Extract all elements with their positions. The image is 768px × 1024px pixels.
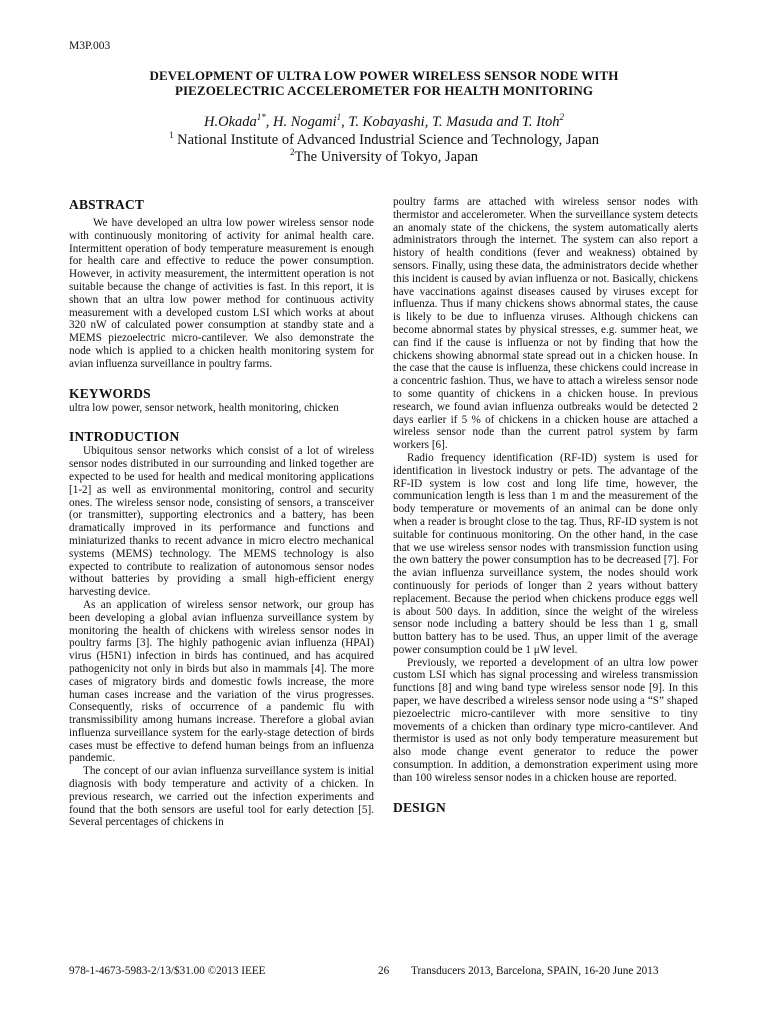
intro-paragraph-3: The concept of our avian influenza surveillance system is initial diagnosis with body temperature and activity of a chicken. In previous research, we carried out the infection experiments and found that the both sensors are useful tool for early detection [5]. Several percentages of chickens in [69, 765, 374, 829]
author-names [70, 114, 698, 132]
author-3-affiliation-mark: 2 [559, 112, 564, 123]
intro-paragraph-1: Ubiquitous sensor networks which consist of a lot of wireless sensor nodes distributed in our surrounding and linked together are expected to be used for health and medical monitoring applications [1-2] as well as environmental monitoring, control and security ones. The wireless sensor node, consisting of sensors, a transceiver (or transmitter), supporting electronics and a battery, has been dramatically improved in its performance and functions and miniaturized thanks to recent advance in micro electro mechanical systems (MEMS) technology. The MEMS technology is also expected to contribute to realization of autonomous sensor nodes without batteries by providing a small high-efficient energy harvesting device. [69, 445, 374, 599]
affiliation-1-text: National Institute of Advanced Industrial Science and Technology, Japan [173, 131, 599, 148]
author-1-affiliation-mark: 1* [256, 112, 266, 123]
abstract-text: We have developed an ultra low power wireless sensor node with continuously monitoring of activity for animal health care. Intermittent operation of body temperature measurement is enough for health care and effective to reduce the power consumption. However, in activity measurement, the intermittent operation is not suitable because the change of activities is fast. In this report, it is shown that an ultra low power method for continuous activity measurement with a developed custom LSI which works at about 320 nW of calculated power consumption at standby state and a MEMS piezoelectric micro-cantilever. We also demonstrate the node which is applied to a chicken health monitoring system for avian influenza surveillance in poultry farms. [69, 217, 374, 370]
footer-conference: Transducers 2013, Barcelona, SPAIN, 16-20 June 2013 [411, 965, 659, 977]
keywords-text: ultra low power, sensor network, health monitoring, chicken [69, 401, 339, 414]
intro-paragraph-2: As an application of wireless sensor network, our group has been developing a global avian influenza surveillance system by monitoring the health of chickens with wireless sensor nodes in poultry farms [3]. The highly pathogenic avian influenza (HPAI) virus (H5N1) infection in birds has continued, and has acquired pathogenicity not only in birds but also in mammals [4]. The more cases of migratory birds and domestic fowls increase, the more human cases increase and the variation of the virus progresses. Consequently, risks of occurrence of a pandemic flu with transmissibility among humans increase. Therefore a global avian influenza surveillance system for the early-stage detection of birds cases must be effective to defend human beings from an influenza pandemic. [69, 598, 374, 765]
affiliation-2-mark: 2 [289, 147, 295, 158]
author-3: , T. Kobayashi, T. Masuda and T. Itoh [341, 114, 560, 130]
author-1: H.Okada [204, 114, 257, 130]
footer-page-number: 26 [378, 965, 390, 977]
title-line-2: PIEZOELECTRIC ACCELEROMETER FOR HEALTH MONITORING [174, 83, 594, 98]
left-column [69, 197, 374, 829]
author-2: , H. Nogami [265, 114, 337, 130]
title-line-1: DEVELOPMENT OF ULTRA LOW POWER WIRELESS SENSOR NODE WITH [149, 68, 619, 83]
design-heading: DESIGN [393, 799, 446, 815]
author-2-affiliation-mark: 1 [336, 112, 342, 123]
paper-id: M3P.003 [69, 40, 111, 52]
affiliation-1-mark: 1 [169, 129, 174, 140]
introduction-heading: INTRODUCTION [69, 429, 180, 445]
affiliation-2 [70, 149, 698, 167]
intro-paragraph-5: Previously, we reported a development of an ultra low power custom LSI which has signal processing and wireless transmission functions [8] and wing band type wireless sensor node [9]. In this paper, we have described a wireless sensor node using a “S” shaped piezoelectric micro-cantilever with more sensitive to tiny movements of a chicken than ordinary type micro-cantilever. And thermistor is used as not only body temperature measurement but also mode change event generator to reduce the power consumption. In addition, a demonstration experiment using more than 100 wireless sensor nodes in a chicken house are reported. [393, 656, 698, 784]
keywords-heading: KEYWORDS [69, 385, 151, 401]
intro-paragraph-4: Radio frequency identification (RF-ID) system is used for identification in livestock industry or pets. The advantage of the RF-ID system is low cost and long life time, however, the communication length is less than 1 m and the measurement of the body temperature or movements of an animal can be done only when a reader is brought close to the tag. Thus, RF-ID system is not suitable for continuous monitoring. On the other hand, in the case that we use wireless sensor nodes with transmission function using the own battery the power consumption has to be decreased [7]. For the avian influenza surveillance system, the nodes should work continuously for periods of longer than 2 years without battery replacement. Because the period when chickens produce eggs well is about 500 days. In addition, since the weight of the wireless sensor node including a battery should be less than 1 g, small button battery has to be used. Thus, an upper limit of the average power consumption could be 1 μW level. [393, 451, 698, 656]
intro-paragraph-3-continued: poultry farms are attached with wireless sensor nodes with thermistor and accelerometer. When the surveillance system detects an anomaly state of the chickens, the system automatically alerts administrators through the internet. The system can also report a history of health conditions (fever and weakness) obtained by sensors. Finally, using these data, the administrators decide whether this incident is caused by avian influenza or not. Basically, chickens have vaccinations against diseases caused by viruses except for influenza. Thus if many chickens shows abnormal states, the cause is likely to be due to influenza viruses. Although chickens can become abnormal states by physical stresses, e.g. summer heat, we can find if the cause is influenza or not by finding that how the chickens showing abnormal state spread out in a chicken house. In the case that the cause is influenza, these chickens could increase in a concentric fashion. Thus, we have to attach a wireless sensor node to some quantity of chickens in a chicken house. In previous research, we found avian influenza outbreaks would be detected 2 days earlier if 5 % of chickens in a chicken house are attached a wireless sensor node than the current patrol system by farm workers [6]. [393, 196, 698, 452]
paper-title [70, 68, 698, 98]
footer-copyright: 978-1-4673-5983-2/13/$31.00 ©2013 IEEE [69, 965, 266, 977]
abstract-heading: ABSTRACT [69, 197, 145, 212]
affiliation-1 [70, 129, 698, 150]
right-column [393, 196, 698, 816]
author-block [70, 114, 698, 167]
affiliation-2-text: The University of Tokyo, Japan [294, 149, 479, 165]
